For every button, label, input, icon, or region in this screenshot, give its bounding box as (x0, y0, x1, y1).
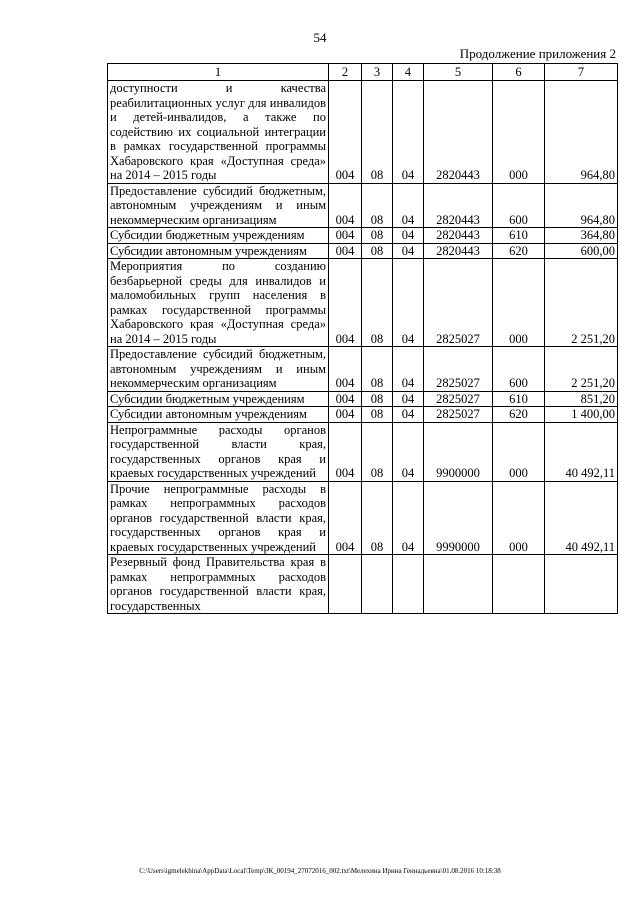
header-col-7: 7 (545, 64, 618, 81)
row-section-code: 08 (362, 243, 393, 259)
row-subsection-code: 04 (393, 228, 424, 244)
table-row (108, 347, 618, 392)
row-description: Субсидии автономным учреждениям (108, 407, 329, 423)
row-amount: 2 251,20 (545, 347, 618, 392)
row-description: Субсидии бюджетным учреждениям (108, 391, 329, 407)
row-section-code (362, 555, 393, 614)
row-subsection-code: 04 (393, 347, 424, 392)
row-target-code: 2825027 (424, 259, 493, 347)
table-row (108, 81, 618, 184)
file-path-footer: C:\Users\igmelekhina\AppData\Local\Temp\ЗК_00194_27072016_002.txt\Мелехина Ирина Геннадьевна\01.08.2016 10:18:38 (139, 867, 501, 875)
row-section-code: 08 (362, 481, 393, 555)
table-header-row (108, 64, 618, 81)
row-target-code: 2820443 (424, 183, 493, 228)
row-expense-type: 000 (493, 259, 545, 347)
row-subsection-code: 04 (393, 81, 424, 184)
row-section-code: 08 (362, 422, 393, 481)
row-target-code (424, 555, 493, 614)
row-description: Прочие непрограммные расходы в рамках непрограммных расходов органов государственной власти края, государственных органов края и краевых государственных учреждений (108, 481, 329, 555)
row-admin-code: 004 (329, 407, 362, 423)
row-expense-type (493, 555, 545, 614)
row-expense-type: 600 (493, 183, 545, 228)
row-admin-code: 004 (329, 81, 362, 184)
row-target-code: 9990000 (424, 481, 493, 555)
row-expense-type: 620 (493, 407, 545, 423)
row-expense-type: 000 (493, 81, 545, 184)
row-section-code: 08 (362, 183, 393, 228)
row-target-code: 2825027 (424, 347, 493, 392)
table-row (108, 228, 618, 244)
row-subsection-code: 04 (393, 391, 424, 407)
row-subsection-code: 04 (393, 259, 424, 347)
row-admin-code: 004 (329, 347, 362, 392)
row-expense-type: 620 (493, 243, 545, 259)
row-description: Резервный фонд Правительства края в рамках непрограммных расходов органов государственной власти края, государственных (108, 555, 329, 614)
table-row (108, 422, 618, 481)
row-admin-code: 004 (329, 422, 362, 481)
table-row (108, 183, 618, 228)
row-admin-code: 004 (329, 228, 362, 244)
row-section-code: 08 (362, 407, 393, 423)
row-amount: 1 400,00 (545, 407, 618, 423)
row-admin-code: 004 (329, 243, 362, 259)
row-target-code: 2820443 (424, 228, 493, 244)
row-amount: 600,00 (545, 243, 618, 259)
row-amount: 364,80 (545, 228, 618, 244)
row-description: Субсидии бюджетным учреждениям (108, 228, 329, 244)
table-row (108, 407, 618, 423)
row-expense-type: 600 (493, 347, 545, 392)
row-expense-type: 000 (493, 481, 545, 555)
row-subsection-code (393, 555, 424, 614)
header-col-3: 3 (362, 64, 393, 81)
budget-table (107, 63, 618, 614)
row-subsection-code: 04 (393, 183, 424, 228)
table-row (108, 243, 618, 259)
row-amount: 964,80 (545, 81, 618, 184)
header-col-5: 5 (424, 64, 493, 81)
row-subsection-code: 04 (393, 422, 424, 481)
header-col-2: 2 (329, 64, 362, 81)
row-target-code: 2825027 (424, 391, 493, 407)
row-subsection-code: 04 (393, 481, 424, 555)
row-target-code: 2825027 (424, 407, 493, 423)
row-amount (545, 555, 618, 614)
row-description: Предоставление субсидий бюджетным, автономным учреждениям и иным некоммерческим организациям (108, 183, 329, 228)
header-col-4: 4 (393, 64, 424, 81)
header-col-6: 6 (493, 64, 545, 81)
row-description: доступности и качества реабилитационных услуг для инвалидов и детей-инвалидов, а также по содействию их социальной интеграции в рамках государственной программы Хабаровского края «Доступная среда» на 2014 – 2015 годы (108, 81, 329, 184)
row-admin-code: 004 (329, 259, 362, 347)
table-row (108, 555, 618, 614)
page-number: 54 (313, 30, 327, 45)
row-subsection-code: 04 (393, 407, 424, 423)
row-amount: 851,20 (545, 391, 618, 407)
row-section-code: 08 (362, 259, 393, 347)
row-target-code: 2820443 (424, 243, 493, 259)
row-target-code: 9900000 (424, 422, 493, 481)
row-description: Непрограммные расходы органов государственной власти края, государственных органов края и краевых государственных учреждений (108, 422, 329, 481)
row-expense-type: 610 (493, 391, 545, 407)
row-description: Мероприятия по созданию безбарьерной среды для инвалидов и маломобильных групп населения в рамках государственной программы Хабаровского края «Доступная среда» на 2014 – 2015 годы (108, 259, 329, 347)
row-amount: 40 492,11 (545, 481, 618, 555)
row-admin-code: 004 (329, 183, 362, 228)
row-amount: 40 492,11 (545, 422, 618, 481)
row-section-code: 08 (362, 347, 393, 392)
appendix-continuation: Продолжение приложения 2 (459, 46, 616, 61)
header-col-1: 1 (108, 64, 329, 81)
row-expense-type: 000 (493, 422, 545, 481)
row-target-code: 2820443 (424, 81, 493, 184)
table-row (108, 391, 618, 407)
row-section-code: 08 (362, 81, 393, 184)
row-expense-type: 610 (493, 228, 545, 244)
row-description: Субсидии автономным учреждениям (108, 243, 329, 259)
row-section-code: 08 (362, 228, 393, 244)
row-amount: 964,80 (545, 183, 618, 228)
row-admin-code: 004 (329, 481, 362, 555)
row-section-code: 08 (362, 391, 393, 407)
table-row (108, 481, 618, 555)
row-subsection-code: 04 (393, 243, 424, 259)
table-row (108, 259, 618, 347)
row-admin-code: 004 (329, 391, 362, 407)
row-description: Предоставление субсидий бюджетным, автономным учреждениям и иным некоммерческим организациям (108, 347, 329, 392)
row-amount: 2 251,20 (545, 259, 618, 347)
row-admin-code (329, 555, 362, 614)
